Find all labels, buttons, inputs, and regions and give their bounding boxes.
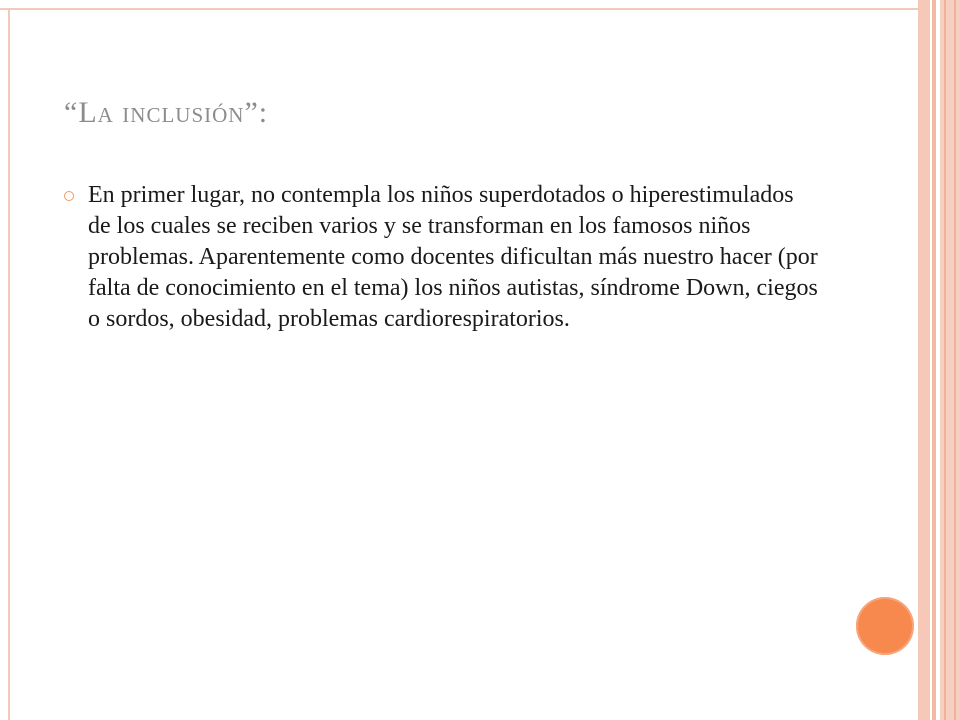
decor-stripe (944, 0, 946, 720)
frame-line-left (8, 8, 10, 720)
bullet-item (60, 180, 820, 335)
decor-stripe (954, 0, 956, 720)
bullet-text: En primer lugar, no contempla los niños superdotados o hiperestimulados de los cuales se reciben varios y se transforman en los famosos niños problemas. Aparentemente como docentes dificultan más nuestro hacer (por falta de conocimiento en el tema) los niños autistas, síndrome Down, ciegos o sordos, obesidad, problemas cardiorespiratorios. (88, 182, 818, 332)
bullet-list (60, 180, 820, 335)
slide-title-text: “La inclusión”: (64, 96, 269, 129)
slide-title (64, 96, 268, 130)
bullet-circle-icon (64, 191, 74, 201)
decor-stripe (918, 0, 930, 720)
decor-stripe (940, 0, 960, 720)
frame-line-top (0, 8, 918, 10)
accent-circle (856, 597, 914, 655)
